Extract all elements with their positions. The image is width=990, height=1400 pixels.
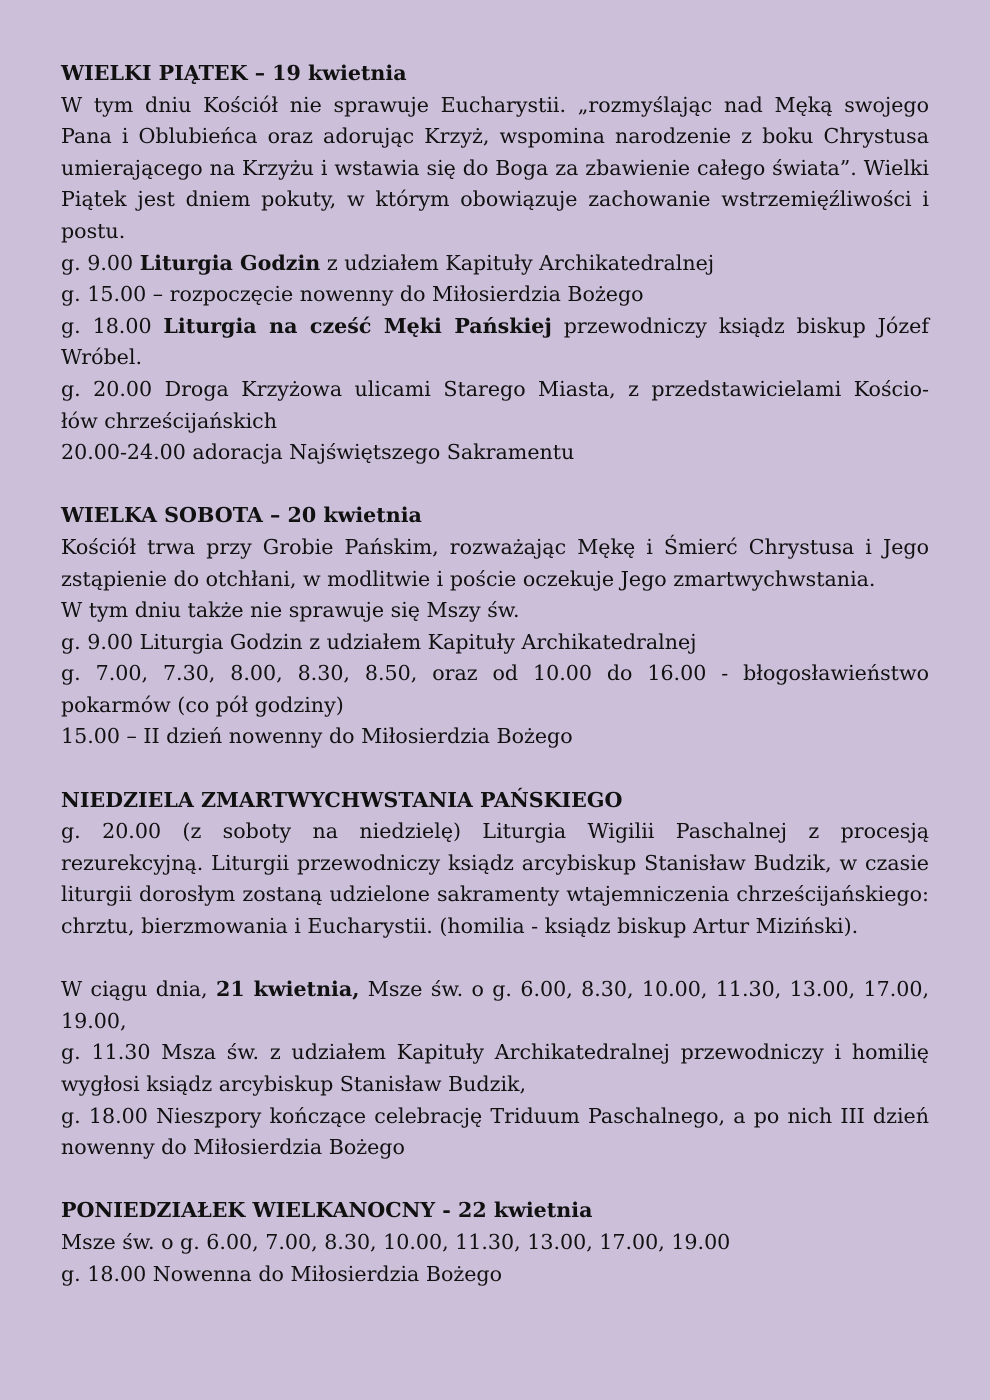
good-friday-item-way-of-cross-line2: łów chrześcijańskich (61, 408, 277, 433)
easter-monday-heading: PONIEDZIAŁEK WIELKANOCNY - 22 kwietnia (61, 1198, 593, 1223)
good-friday-item-way-of-cross-line1: g. 20.00 Droga Krzyżowa ulicami Starego Miasta, z przedstawicielami Kościo- (61, 376, 929, 401)
good-friday-section (61, 58, 929, 469)
holy-saturday-section (61, 500, 929, 753)
holy-saturday-heading: WIELKA SOBOTA – 20 kwietnia (61, 503, 422, 528)
easter-monday-item-novena: g. 18.00 Nowenna do Miłosierdzia Bożego (61, 1261, 503, 1286)
good-friday-item-passion-liturgy: g. 18.00 Liturgia na cześć Męki Pańskiej przewodniczy ksiądz biskup Józef Wróbel. (61, 313, 929, 370)
schedule-page (61, 58, 929, 1290)
good-friday-item-novena: g. 15.00 – rozpoczęcie nowenny do Miłosierdzia Bożego (61, 282, 644, 307)
holy-saturday-no-mass: W tym dniu także nie sprawuje się Mszy św. (61, 598, 520, 623)
holy-saturday-intro: Kościół trwa przy Grobie Pańskim, rozważając Mękę i Śmierć Chrystusa i Jego zstąpienie do otchłani, w modlitwie i poście oczekuje Jego zmartwychwstania. (61, 534, 929, 591)
good-friday-intro: W tym dniu Kościół nie sprawuje Eucharystii. „rozmyślając nad Męką swojego Pana i Oblubieńca oraz adorując Krzyż, wspomina narodzenie z boku Chrystusa umierającego na Krzyżu i wstawia się do Boga za zbawienie całego świata”. Wielki Piątek jest dniem pokuty, w którym obowiązuje zachowanie wstrzemięźliwości i postu. (61, 92, 929, 243)
good-friday-item-adoration: 20.00-24.00 adoracja Najświętszego Sakramentu (61, 440, 575, 465)
easter-sunday-item-chapter-mass: g. 11.30 Msza św. z udziałem Kapituły Archikatedralnej przewodniczy i homilię wygłosi ksiądz arcybiskup Stanisław Budzik, (61, 1040, 929, 1096)
easter-sunday-section (61, 785, 929, 1164)
spacer (61, 753, 929, 785)
easter-monday-section (61, 1195, 929, 1290)
holy-saturday-item-blessing: g. 7.00, 7.30, 8.00, 8.30, 8.50, oraz od 10.00 do 16.00 - błogosławieństwo pokarmów (co pół godziny) (61, 661, 929, 717)
easter-sunday-vigil: g. 20.00 (z soboty na niedzielę) Liturgia Wigilii Paschalnej z procesją rezurekcyjną. Liturgii przewodniczy ksiądz arcybiskup Stanisław Budzik, w czasie liturgii dorosłym zostaną udzielone sakramenty wtajemniczenia chrześcijańskiego: chrztu, bierzmowania i Eucharystii. (homilia - ksiądz biskup Artur Miziński). (61, 819, 929, 939)
holy-saturday-item-liturgy-hours: g. 9.00 Liturgia Godzin z udziałem Kapituły Archikatedralnej (61, 629, 697, 654)
holy-saturday-item-novena: 15.00 – II dzień nowenny do Miłosierdzia Bożego (61, 724, 573, 749)
spacer (61, 943, 929, 975)
easter-monday-masses: Msze św. o g. 6.00, 7.00, 8.30, 10.00, 11.30, 13.00, 17.00, 19.00 (61, 1229, 731, 1254)
easter-sunday-item-vespers: g. 18.00 Nieszpory kończące celebrację Triduum Paschalnego, a po nich III dzień nowenny do Miłosierdzia Bożego (61, 1103, 929, 1160)
good-friday-heading: WIELKI PIĄTEK – 19 kwietnia (61, 61, 407, 85)
easter-sunday-masses: W ciągu dnia, 21 kwietnia, Msze św. o g. 6.00, 8.30, 10.00, 11.30, 13.00, 17.00, 19.00, (61, 977, 930, 1033)
good-friday-item-liturgy-hours: g. 9.00 Liturgia Godzin z udziałem Kapituły Archikatedralnej (61, 250, 715, 275)
spacer (61, 1164, 929, 1196)
easter-sunday-heading: NIEDZIELA ZMARTWYCHWSTANIA PAŃSKIEGO (61, 787, 623, 812)
spacer (61, 469, 929, 501)
